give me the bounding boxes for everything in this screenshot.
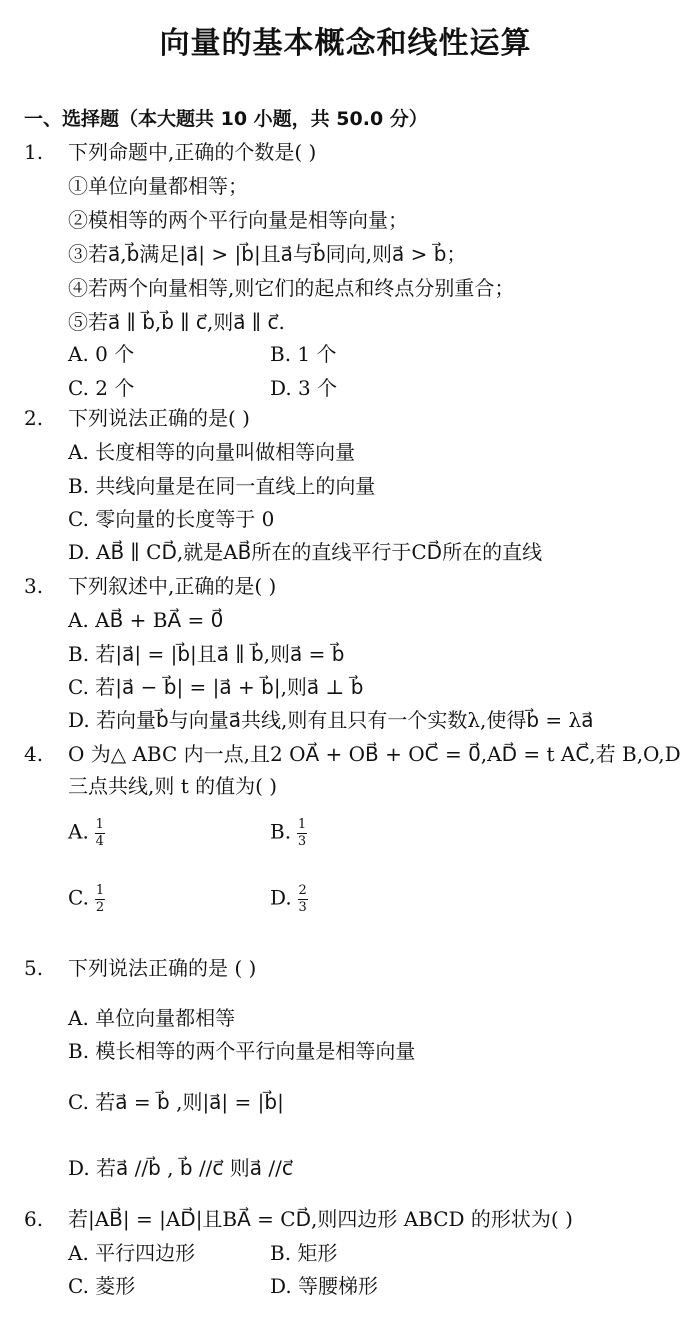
option-b: B. 矩形 (270, 1241, 338, 1265)
statement-2: ②模相等的两个平行向量是相等向量； (68, 208, 408, 232)
question-stem-cont: 三点共线,则 t 的值为( ) (68, 774, 278, 798)
option-letter: C. (68, 885, 89, 910)
option-letter: D. (270, 885, 292, 910)
option-a: A. 平行四边形 (68, 1241, 196, 1265)
option-c (68, 884, 105, 914)
denominator: 3 (297, 833, 307, 849)
section-heading: 一、选择题（本大题共 10 小题，共 50.0 分） (24, 108, 428, 130)
fraction (95, 884, 105, 914)
fraction (298, 884, 308, 914)
option-b (270, 818, 307, 848)
option-b: B. 共线向量是在同一直线上的向量 (68, 474, 376, 498)
option-d: D. 若向量b⃗与向量a⃗共线,则有且只有一个实数λ,使得b⃗ = λa⃗ (68, 708, 594, 732)
option-c: C. 菱形 (68, 1274, 136, 1298)
statement-1: ①单位向量都相等； (68, 174, 248, 198)
question-number: 1. (24, 140, 44, 164)
option-c: C. 零向量的长度等于 0 (68, 507, 275, 531)
statement-5: ⑤若a⃗ ∥ b⃗,b⃗ ∥ c⃗,则a⃗ ∥ c⃗. (68, 310, 285, 334)
numerator: 1 (297, 817, 307, 832)
option-letter: B. (270, 819, 292, 844)
question-number: 5. (24, 956, 44, 980)
option-c: C. 若a⃗ = b⃗ ,则|a⃗| = |b⃗| (68, 1090, 284, 1114)
option-a: A. 长度相等的向量叫做相等向量 (68, 440, 356, 464)
denominator: 4 (95, 833, 104, 849)
question-number: 2. (24, 406, 44, 430)
option-letter: A. (68, 819, 89, 844)
numerator: 1 (95, 883, 105, 898)
fraction (297, 818, 307, 848)
option-d: D. 3 个 (270, 376, 338, 400)
question-stem: O 为△ ABC 内一点,且2 OA⃗ + OB⃗ + OC⃗ = 0⃗,AD⃗ = t AC⃗,若 B,O,D (68, 742, 681, 766)
question-number: 3. (24, 574, 44, 598)
fraction (95, 818, 105, 848)
option-c: C. 若|a⃗ − b⃗| = |a⃗ + b⃗|,则a⃗ ⊥ b⃗ (68, 675, 364, 699)
option-d: D. 等腰梯形 (270, 1274, 379, 1298)
option-b: B. 若|a⃗| = |b⃗|且a⃗ ∥ b⃗,则a⃗ = b⃗ (68, 642, 345, 666)
option-c: C. 2 个 (68, 376, 135, 400)
question-stem: 下列命题中,正确的个数是( ) (68, 140, 317, 164)
question-stem: 若|AB⃗| = |AD⃗|且BA⃗ = CD⃗,则四边形 ABCD 的形状为( ) (68, 1207, 573, 1231)
question-stem: 下列说法正确的是 ( ) (68, 956, 257, 980)
question-stem: 下列叙述中,正确的是( ) (68, 574, 277, 598)
statement-4: ④若两个向量相等,则它们的起点和终点分别重合； (68, 276, 515, 300)
option-d: D. AB⃗ ∥ CD⃗,就是AB⃗所在的直线平行于CD⃗所在的直线 (68, 540, 543, 564)
question-number: 6. (24, 1207, 44, 1231)
numerator: 2 (298, 883, 307, 898)
option-d (270, 884, 308, 914)
option-a: A. AB⃗ + BA⃗ = 0⃗ (68, 608, 224, 632)
option-a (68, 818, 105, 848)
option-a: A. 单位向量都相等 (68, 1006, 236, 1030)
denominator: 2 (95, 899, 105, 915)
option-b: B. 1 个 (270, 342, 337, 366)
question-stem: 下列说法正确的是( ) (68, 406, 250, 430)
statement-3: ③若a⃗,b⃗满足|a⃗| > |b⃗|且a⃗与b⃗同向,则a⃗ > b⃗； (68, 242, 467, 266)
page-title: 向量的基本概念和线性运算 (159, 26, 532, 61)
numerator: 1 (95, 817, 104, 832)
question-number: 4. (24, 742, 44, 766)
option-a: A. 0 个 (68, 342, 135, 366)
denominator: 3 (298, 899, 307, 915)
option-b: B. 模长相等的两个平行向量是相等向量 (68, 1039, 416, 1063)
option-d: D. 若a⃗ //b⃗ , b⃗ //c⃗ 则a⃗ //c⃗ (68, 1156, 293, 1180)
